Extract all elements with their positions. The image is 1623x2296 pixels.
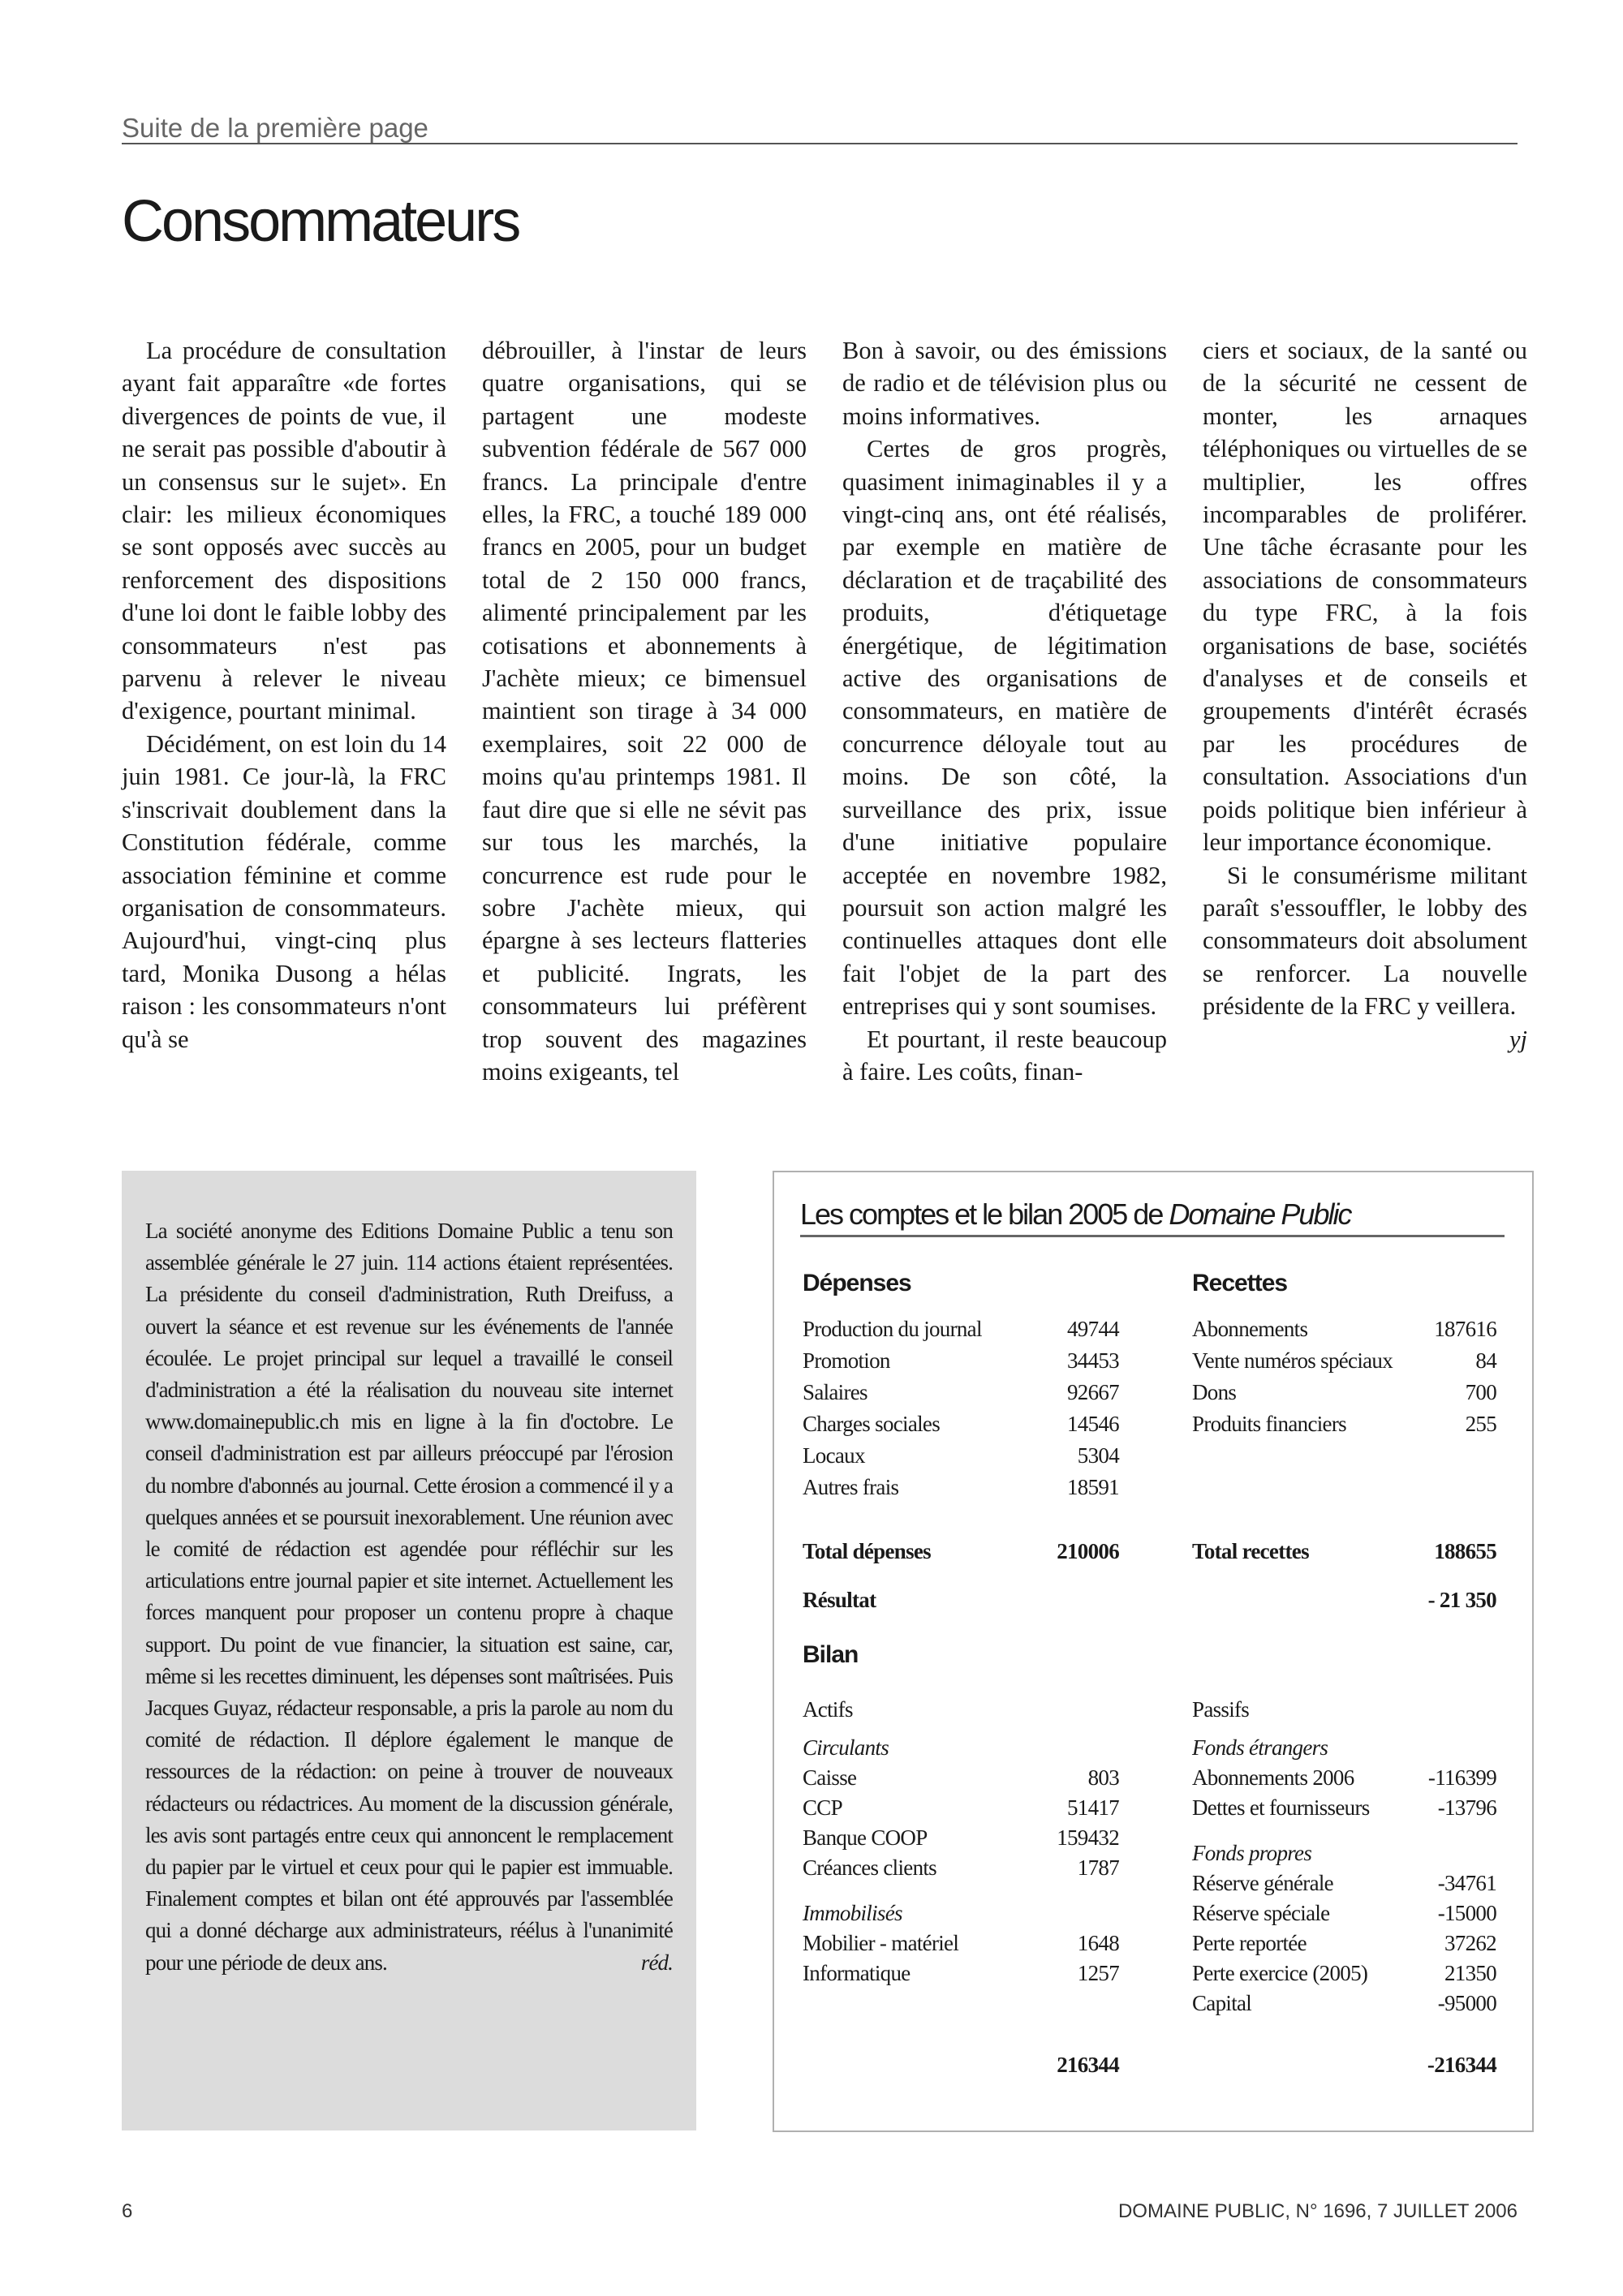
accounts-title-text: Les comptes et le bilan 2005 de [800,1197,1169,1231]
depense-value: 18591 [1066,1475,1119,1499]
asset-label: Créances clients [803,1855,936,1880]
article-paragraph: ciers et sociaux, de la santé ou de la sécurité ne cessent de monter, les arnaques téléphoniques ou virtuelles de se multiplier, les offres incomparables de proliférer. Une tâche écrasante pour les associations de consommateurs du type FRC, à la fois organisations de base, sociétés d'analyses et de conseils et groupements d'intérêt écrasés par les procédures de consultation. Associations d'un poids politique bien inférieur à leur importance économique. [1203,337,1527,857]
article-paragraph: La procédure de consultation ayant fait apparaître «de fortes divergences de points de vue, il ne serait pas possible d'aboutir à un consensus sur le sujet». En clair: les milieux économiques se sont opposés avec succès au renforcement des dispositions d'une loi dont le faible lobby des consommateurs n'est pas parvenu à relever le niveau d'exigence, pourtant minimal. [122,337,446,725]
article-column-4 [1203,334,1527,1056]
author-signature: yj [1509,1025,1527,1053]
resultat-value: - 21 350 [1427,1588,1496,1612]
accounts-table [773,1171,1534,2132]
depense-value: 14546 [1066,1412,1119,1436]
recette-label: Abonnements [1192,1317,1308,1341]
asset-value: 1257 [1077,1961,1119,1985]
article-paragraph [1203,859,1527,1053]
asset-value: 1648 [1077,1931,1119,1955]
liability-label: Capital [1192,1991,1252,2015]
assembly-report-body: La société anonyme des Editions Domaine Public a tenu son assemblée générale le 27 juin. 114 actions étaient représentées. La présidente du conseil d'administration, Ruth Dreifuss, a ouvert la séance et est revenue sur les événements de l'année écoulée. Le projet principal sur lequel a travaillé le conseil d'administration a été la réalisation du nouveau site internet www.domainepublic.ch mis en ligne à la fin d'octobre. Le conseil d'administration est par ailleurs préoccupé par l'érosion du nombre d'abonnés au journal. Cette érosion a commencé il y a quelques années et se poursuit inexorablement. Une réunion avec le comité de rédaction est agendée pour réfléchir sur les articulations entre journal papier et site internet. Actuellement les forces manquent pour proposer un contenu propre à chaque support. Du point de vue financier, la situation est saine, car, même si les recettes diminuent, les dépenses sont maîtrisées. Puis Jacques Guyaz, rédacteur responsable, a pris la parole au nom du comité de rédaction. Il déplore également le manque de ressources de la rédaction: on peine à trouver de nouveaux rédacteurs ou rédactrices. Au moment de la discussion générale, les avis sont partagés entre ceux qui annoncent le remplacement du papier par le virtuel et ceux pour qui le papier est immuable. Finalement comptes et bilan ont été approuvés par l'assemblée qui a donné décharge aux administrateurs, réélus à l'unanimité pour une période de deux ans. [145,1219,673,1975]
section-kicker: Suite de la première page [122,114,1518,144]
assembly-report-box [122,1171,696,2130]
liability-value: -34761 [1437,1871,1496,1895]
asset-label: Informatique [803,1961,911,1985]
depense-value: 92667 [1066,1380,1119,1404]
passifs-heading: Passifs [1192,1697,1250,1722]
recette-value: 255 [1465,1412,1496,1436]
resultat-label: Résultat [803,1588,876,1612]
article-paragraph: Et pourtant, il reste beaucoup à faire. Les coûts, finan- [842,1025,1167,1086]
liability-label: Réserve spéciale [1192,1901,1330,1925]
depense-label: Promotion [803,1348,890,1373]
total-depenses-value: 210006 [1057,1539,1119,1563]
depense-label: Salaires [803,1380,867,1404]
recette-label: Dons [1192,1380,1237,1404]
recette-label: Produits financiers [1192,1412,1346,1436]
asset-value: 51417 [1066,1795,1119,1820]
recette-value: 84 [1475,1348,1496,1373]
liability-label: Perte exercice (2005) [1192,1961,1368,1985]
total-passifs-value: -216344 [1427,2053,1496,2077]
article-title: Consommateurs [122,189,519,254]
recettes-heading: Recettes [1192,1270,1288,1296]
editorial-signature: réd. [640,1950,673,1975]
liability-label: Réserve générale [1192,1871,1333,1895]
liability-value: -95000 [1437,1991,1496,2015]
circulants-label: Circulants [803,1735,889,1760]
article-paragraph: Bon à savoir, ou des émissions de radio et de télévision plus ou moins informatives. [842,337,1167,430]
depense-label: Locaux [803,1443,865,1468]
article-paragraph: Certes de gros progrès, quasiment inimaginables il y a vingt-cinq ans, ont été réalisés, par exemple en matière de déclaration et de traçabilité des produits, d'étiquetage énergétique, de légitimation active des organisations de consommateurs, en matière de concurrence déloyale tout au moins. De son côté, la surveillance des prix, issue d'une initiative populaire acceptée en novembre 1982, poursuit son action malgré les continuelles attaques dont elle fait l'objet de la part des entreprises qui y sont soumises. [842,435,1167,1021]
fonds-propres-label: Fonds propres [1192,1841,1312,1865]
assembly-report-text [145,1215,673,1979]
liability-value: -116399 [1427,1765,1496,1790]
depense-label: Autres frais [803,1475,899,1499]
liability-value: -15000 [1437,1901,1496,1925]
liability-value: 21350 [1444,1961,1496,1985]
asset-value: 803 [1087,1765,1119,1790]
asset-label: CCP [803,1795,842,1820]
asset-value: 1787 [1077,1855,1119,1880]
article-paragraph: Décidément, on est loin du 14 juin 1981. Ce jour-là, la FRC s'inscrivait doublement dans la Constitution fédérale, comme association féminine et comme organisation de consommateurs. Aujourd'hui, vingt-cinq plus tard, Monika Dusong a hélas raison : les consommateurs n'ont qu'à se [122,729,446,1053]
liability-value: 37262 [1444,1931,1496,1955]
actifs-heading: Actifs [803,1697,853,1722]
liability-value: -13796 [1437,1795,1496,1820]
depense-value: 49744 [1066,1317,1119,1341]
total-recettes-value: 188655 [1434,1539,1496,1563]
page-number: 6 [122,2200,133,2222]
total-actifs-value: 216344 [1057,2053,1119,2077]
depense-value: 5304 [1077,1443,1119,1468]
depense-value: 34453 [1066,1348,1119,1373]
article-column-3 [842,334,1167,1088]
accounts-title [800,1194,1505,1237]
asset-value: 159432 [1057,1825,1119,1850]
article-column-2 [482,334,807,1088]
liability-label: Dettes et fournisseurs [1192,1795,1370,1820]
recette-value: 187616 [1434,1317,1496,1341]
asset-label: Mobilier - matériel [803,1931,959,1955]
depense-label: Charges sociales [803,1412,941,1436]
depense-label: Production du journal [803,1317,982,1341]
article-paragraph: débrouiller, à l'instar de leurs quatre organisations, qui se partagent une modeste subvention fédérale de 567 000 francs. La principale d'entre elles, la FRC, a touché 189 000 francs en 2005, pour un budget total de 2 150 000 francs, alimenté principalement par les cotisations et abonnements à J'achète mieux; ce bimensuel maintient son tirage à 34 000 exemplaires, soit 22 000 de moins qu'au printemps 1981. Il faut dire que si elle ne sévit pas sur tous les marchés, la concurrence est rude pour le sobre J'achète mieux, qui épargne à ses lecteurs flatteries et publicité. Ingrats, les consommateurs lui préfèrent trop souvent des magazines moins exigeants, tel [482,337,807,1086]
total-recettes-label: Total recettes [1192,1539,1309,1563]
liability-label: Abonnements 2006 [1192,1765,1354,1790]
liability-label: Perte reportée [1192,1931,1307,1955]
recette-value: 700 [1465,1380,1496,1404]
depenses-heading: Dépenses [803,1270,911,1296]
bilan-heading: Bilan [803,1641,859,1668]
article-column-1 [122,334,446,1056]
recette-label: Vente numéros spéciaux [1192,1348,1393,1373]
article-paragraph-text: Si le consumérisme militant paraît s'essouffler, le lobby des consommateurs doit absolument se renforcer. La nouvelle présidente de la FRC y veillera. [1203,861,1527,1021]
asset-label: Banque COOP [803,1825,928,1850]
asset-label: Caisse [803,1765,857,1790]
publication-footer: DOMAINE PUBLIC, N° 1696, 7 JUILLET 2006 [1117,2200,1518,2222]
fonds-etrangers-label: Fonds étrangers [1192,1735,1328,1760]
accounts-title-publication: Domaine Public [1169,1197,1351,1231]
total-depenses-label: Total dépenses [803,1539,931,1563]
immobilises-label: Immobilisés [803,1901,902,1925]
